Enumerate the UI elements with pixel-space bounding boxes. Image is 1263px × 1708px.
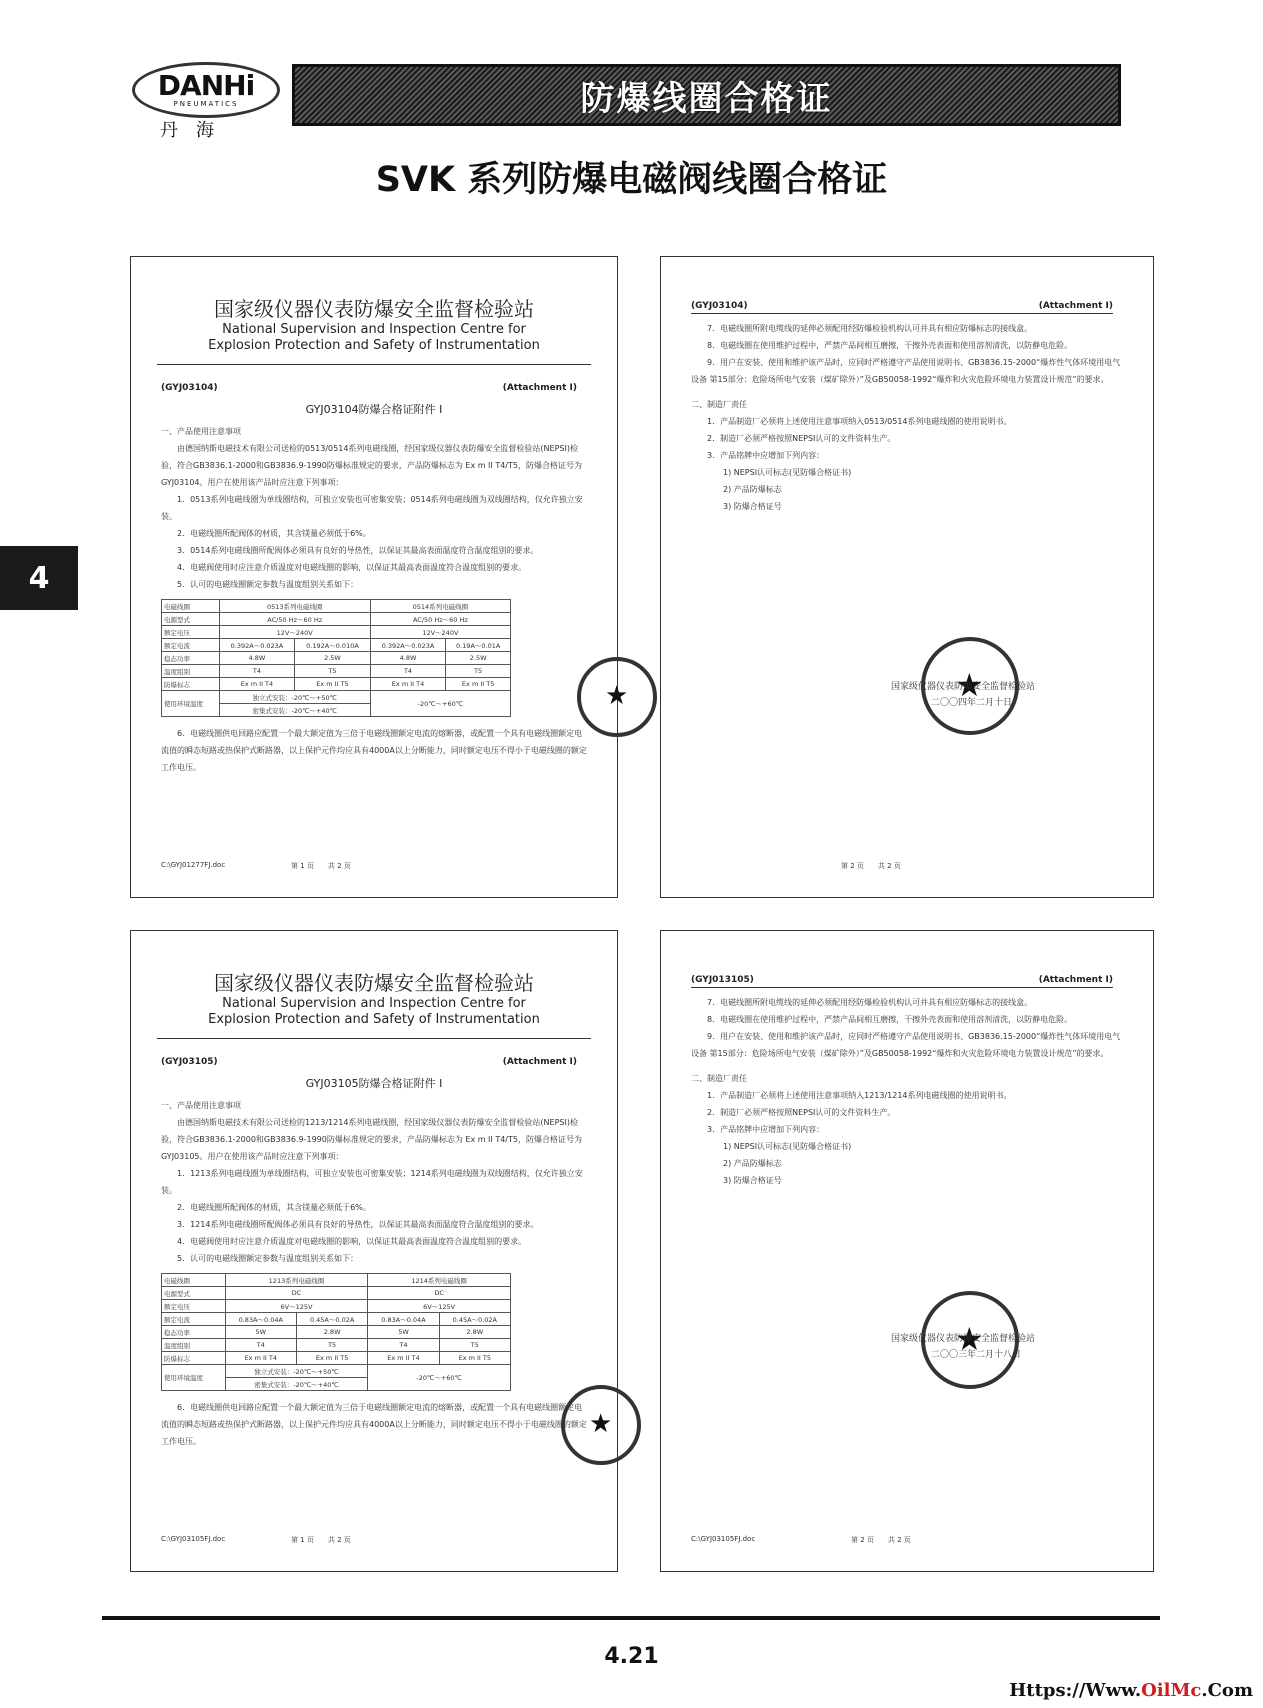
table-cell: 2.8W [439,1326,510,1339]
table-cell: T4 [225,1339,296,1352]
section-heading: 一、产品使用注意事项 [161,427,241,436]
table-cell: T5 [295,665,371,678]
table-row [162,639,511,652]
issue-date: 二〇〇三年二月十八日 [931,1350,1022,1360]
mfr-item: 1．产品制造厂必须将上述使用注意事项纳入0513/0514系列电磁线圈的使用说明书。 [707,417,1012,426]
table-cell: 2.5W [295,652,371,665]
notice-item: 6．电磁线圈供电回路应配置一个最大额定值为三倍于电磁线圈额定电流的熔断器，或配置一个具有电磁线圈额定电流值的瞬态短路或热保护式断路器，以上保护元件均应具有4000A以上分断能力，同时额定电压不得小于电磁线圈的额定工作电压。 [161,729,587,772]
table-cell: 0.19A～0.01A [446,639,511,652]
attachment-title: GYJ03105防爆合格证附件 I [305,1077,443,1090]
mfr-item: 1．产品制造厂必须将上述使用注意事项纳入1213/1214系列电磁线圈的使用说明书。 [707,1091,1012,1100]
cert-ref: (GYJ03105) [161,1057,218,1067]
table-cell: 额定电压 [162,1300,226,1313]
table-cell: 6V～125V [225,1300,368,1313]
table-cell: 防爆标志 [162,678,220,691]
section-banner [292,64,1121,126]
reference-row [691,975,1113,988]
footer-page: 第 1 页 共 2 页 [291,862,351,870]
seal-stamp [561,1385,641,1465]
table-row [162,1300,511,1313]
banner-title: 防爆线圈合格证 [580,78,833,119]
notice-item: 5．认可的电磁线圈额定参数与温度组别关系如下： [177,580,359,589]
table-cell: 独立式安装：-20℃～+50℃ [219,691,370,704]
cert-body [161,1097,587,1267]
footer-file: C:\GYJ01277FJ.doc [161,861,226,869]
table-cell: 6V～125V [368,1300,511,1313]
footer-page: 第 1 页 共 2 页 [291,1536,351,1544]
table-cell: -20℃～+60℃ [370,691,510,717]
cert-body-continued [161,1399,587,1450]
table-cell: 0.392A～0.023A [219,639,295,652]
section-heading: 一、产品使用注意事项 [161,1101,241,1110]
table-row [162,1313,511,1326]
cert-header-cn: 国家级仪器仪表防爆安全监督检验站 [214,297,534,321]
notice-item: 3．0514系列电磁线圈所配阀体必须具有良好的导热性，以保证其最高表面温度符合温度组别的要求。 [177,546,539,555]
divider [157,364,591,365]
seal-stamp [577,657,657,737]
watermark-suffix: .Com [1201,1680,1253,1701]
table-cell: T4 [219,665,295,678]
table-cell: 防爆标志 [162,1352,226,1365]
table-cell: Ex m II T4 [219,678,295,691]
notice-item: 7．电磁线圈所附电缆线的延伸必须配用经防爆检验机构认可并具有相应防爆标志的接线盒。 [707,998,1033,1007]
table-cell: 1214系列电磁线圈 [368,1274,511,1287]
table-cell: 12V～240V [219,626,370,639]
attachment-label: (Attachment I) [502,1057,577,1067]
page-footer [161,861,587,871]
page-footer [161,1535,587,1545]
table-cell: Ex m II T4 [225,1352,296,1365]
table-cell: 0513系列电磁线圈 [219,600,370,613]
table-cell: 温度组别 [162,1339,226,1352]
notice-item: 9．用户在安装、使用和维护该产品时，应同时严格遵守产品使用说明书、GB3836.15-2000“爆炸性气体环境用电气设备 第15部分：危险场所电气安装（煤矿除外）”及GB50058-1992“爆炸和火灾危险环境电力装置设计规范”的要求。 [691,358,1121,384]
mfr-subitem: 1) NEPSI认可标志(见防爆合格证书) [723,1142,852,1151]
table-cell: 0.45A～0.02A [296,1313,367,1326]
mfr-item: 2．制造厂必须严格按照NEPSI认可的文件资料生产。 [707,1108,896,1117]
table-cell: Ex m II T5 [446,678,511,691]
notice-item: 2．电磁线圈所配阀体的材质，其含镁量必须低于6%。 [177,529,371,538]
table-row [162,652,511,665]
table-cell: 2.8W [296,1326,367,1339]
table-cell: 电源型式 [162,613,220,626]
cert-body [161,423,587,593]
table-cell: Ex m II T5 [296,1352,367,1365]
table-cell: DC [368,1287,511,1300]
notice-item: 6．电磁线圈供电回路应配置一个最大额定值为三倍于电磁线圈额定电流的熔断器，或配置一个具有电磁线圈额定电流值的瞬态短路或热保护式断路器，以上保护元件均应具有4000A以上分断能力，同时额定电压不得小于电磁线圈的额定工作电压。 [161,1403,587,1446]
cert-body [691,320,1123,515]
notice-item: 1．0513系列电磁线圈为单线圈结构，可独立安装也可密集安装；0514系列电磁线圈为双线圈结构，仅允许独立安装。 [161,495,583,521]
notice-item: 8．电磁线圈在使用维护过程中，严禁产品间相互磨擦，干擦外壳表面和使用溶剂清洗，以防静电危险。 [707,1015,1073,1024]
mfr-item: 3．产品铭牌中应增加下列内容： [707,1125,825,1134]
mfr-subitem: 1) NEPSI认可标志(见防爆合格证书) [723,468,852,477]
cert-body-continued [161,725,587,776]
reference-row [691,301,1113,314]
table-cell: 独立式安装：-20℃～+50℃ [225,1365,368,1378]
mfr-subitem: 3) 防爆合格证号 [723,502,782,511]
table-cell: 2.5W [446,652,511,665]
logo-wordmark: DANHi [157,69,255,102]
table-cell: AC/50 Hz～60 Hz [219,613,370,626]
table-cell: Ex m II T4 [368,1352,439,1365]
table-cell: 电磁线圈 [162,1274,226,1287]
table-cell: T5 [446,665,511,678]
section-heading: 二、制造厂责任 [691,400,747,409]
notice-item: 4．电磁阀使用时应注意介质温度对电磁线圈的影响，以保证其最高表面温度符合温度组别的要求。 [177,1237,527,1246]
table-cell: 0514系列电磁线圈 [370,600,510,613]
logo-subtext: PNEUMATICS [173,100,239,108]
table-cell: 4.8W [219,652,295,665]
certificate-page-2 [660,256,1154,898]
table-cell: 0.392A～0.023A [370,639,446,652]
intro-paragraph: 由德国纳斯电磁技术有限公司送检的0513/0514系列电磁线圈，经国家级仪器仪表防爆安全监督检验站(NEPSI)检验，符合GB3836.1-2000和GB3836.9-1990防爆标准规定的要求，产品防爆标志为 Ex m II T4/T5，防爆合格证号为GYJ03104。用户在使用该产品时应注意下列事项： [161,444,582,487]
coil-parameter-table [161,1273,511,1391]
table-row [162,1326,511,1339]
table-cell: 温度组别 [162,665,220,678]
table-cell: 额定电压 [162,626,220,639]
notice-item: 2．电磁线圈所配阀体的材质，其含镁量必须低于6%。 [177,1203,371,1212]
issue-date: 二〇〇四年二月十日 [931,698,1013,708]
issuer-name: 国家级仪器仪表防爆安全监督检验站 [891,682,1036,692]
table-cell: 5W [368,1326,439,1339]
mfr-item: 3．产品铭牌中应增加下列内容： [707,451,825,460]
logo-chinese-name: 丹海 [160,120,232,141]
notice-item: 7．电磁线圈所附电缆线的延伸必须配用经防爆检验机构认可并具有相应防爆标志的接线盒。 [707,324,1033,333]
footer-page: 第 2 页 共 2 页 [851,1536,911,1544]
notice-item: 8．电磁线圈在使用维护过程中，严禁产品间相互磨擦，干擦外壳表面和使用溶剂清洗，以防静电危险。 [707,341,1073,350]
table-cell: 使用环境温度 [162,691,220,717]
table-cell: -20℃～+60℃ [368,1365,511,1391]
cert-header-cn: 国家级仪器仪表防爆安全监督检验站 [214,971,534,995]
cert-ref: (GYJ03104) [691,301,748,311]
table-cell: 0.83A～0.04A [368,1313,439,1326]
notice-item: 5．认可的电磁线圈额定参数与温度组别关系如下： [177,1254,359,1263]
star-icon: ★ [605,681,629,711]
table-cell: 稳态功率 [162,1326,226,1339]
table-cell: AC/50 Hz～60 Hz [370,613,510,626]
table-cell: 密集式安装：-20℃～+40℃ [225,1378,368,1391]
mfr-subitem: 3) 防爆合格证号 [723,1176,782,1185]
coil-parameter-table [161,599,511,717]
table-cell: 0.192A～0.010A [295,639,371,652]
watermark-brand: OilMc [1141,1680,1202,1701]
watermark [1009,1680,1253,1701]
table-row [162,613,511,626]
table-cell: 密集式安装：-20℃～+40℃ [219,704,370,717]
table-cell: T4 [370,665,446,678]
certificate-page-3 [130,930,618,1572]
table-cell: Ex m II T5 [439,1352,510,1365]
table-row [162,626,511,639]
certificate-page-1 [130,256,629,898]
page-footer [691,1535,1123,1545]
chapter-tab: 4 [0,546,78,610]
star-icon: ★ [589,1409,613,1439]
notice-item: 3．1214系列电磁线圈所配阀体必须具有良好的导热性，以保证其最高表面温度符合温度组别的要求。 [177,1220,539,1229]
table-row [162,678,511,691]
table-cell: 使用环境温度 [162,1365,226,1391]
table-cell: 稳态功率 [162,652,220,665]
attachment-title: GYJ03104防爆合格证附件 I [305,403,443,416]
divider [157,1038,591,1039]
issuer-block [891,679,1035,711]
mfr-subitem: 2) 产品防爆标志 [723,485,782,494]
table-cell: Ex m II T4 [370,678,446,691]
table-row [162,1365,511,1378]
attachment-label: (Attachment I) [1038,301,1113,311]
attachment-label: (Attachment I) [502,383,577,393]
table-cell: 12V～240V [370,626,510,639]
cert-ref: (GYJ03104) [161,383,218,393]
notice-item: 1．1213系列电磁线圈为单线圈结构，可独立安装也可密集安装；1214系列电磁线圈为双线圈结构，仅允许独立安装。 [161,1169,583,1195]
table-cell: DC [225,1287,368,1300]
page-number: 4.21 [604,1644,659,1669]
mfr-subitem: 2) 产品防爆标志 [723,1159,782,1168]
cert-body [691,994,1123,1189]
table-row [162,1287,511,1300]
cert-header-en-2: Explosion Protection and Safety of Instrumentation [208,1012,540,1027]
issuer-name: 国家级仪器仪表防爆安全监督检验站 [891,1334,1036,1344]
certificate-page-4 [660,930,1154,1572]
table-row [162,1339,511,1352]
table-cell: Ex m II T5 [295,678,371,691]
table-cell: 电源型式 [162,1287,226,1300]
notice-item: 4．电磁阀使用时应注意介质温度对电磁线圈的影响，以保证其最高表面温度符合温度组别的要求。 [177,563,527,572]
table-cell: 额定电流 [162,1313,226,1326]
cert-header-en-1: National Supervision and Inspection Centre for [222,322,526,337]
cert-header-en-2: Explosion Protection and Safety of Instrumentation [208,338,540,353]
table-cell: 5W [225,1326,296,1339]
table-cell: 电磁线圈 [162,600,220,613]
footer-file: C:\GYJ03105FJ.doc [161,1535,226,1543]
page-footer [691,861,1123,871]
footer-page: 第 2 页 共 2 页 [841,862,901,870]
table-row [162,1274,511,1287]
table-cell: T5 [439,1339,510,1352]
footer-file: C:\GYJ03105FJ.doc [691,1535,756,1543]
reference-row [161,1057,577,1067]
issuer-block [891,1331,1035,1363]
table-row [162,691,511,704]
table-cell: T4 [368,1339,439,1352]
cert-ref: (GYJ013105) [691,975,754,985]
notice-item: 9．用户在安装、使用和维护该产品时，应同时严格遵守产品使用说明书、GB3836.15-2000“爆炸性气体环境用电气设备 第15部分：危险场所电气安装（煤矿除外）”及GB50058-1992“爆炸和火灾危险环境电力装置设计规范”的要求。 [691,1032,1121,1058]
table-row [162,600,511,613]
table-cell: 0.45A～0.02A [439,1313,510,1326]
star-icon: ★ [955,666,984,704]
table-cell: T5 [296,1339,367,1352]
reference-row [161,383,577,393]
cert-header-en-1: National Supervision and Inspection Centre for [222,996,526,1011]
intro-paragraph: 由德国纳斯电磁技术有限公司送检的1213/1214系列电磁线圈，经国家级仪器仪表防爆安全监督检验站(NEPSI)检验，符合GB3836.1-2000和GB3836.9-1990防爆标准规定的要求，产品防爆标志为 Ex m II T4/T5，防爆合格证号为GYJ03105。用户在使用该产品时应注意下列事项： [161,1118,582,1161]
table-row [162,1352,511,1365]
mfr-item: 2．制造厂必须严格按照NEPSI认可的文件资料生产。 [707,434,896,443]
watermark-prefix: Https://Www. [1009,1680,1142,1701]
page-title: SVK 系列防爆电磁阀线圈合格证 [375,160,888,200]
table-cell: 额定电流 [162,639,220,652]
star-icon: ★ [955,1320,984,1358]
table-row [162,665,511,678]
table-cell: 4.8W [370,652,446,665]
table-cell: 1213系列电磁线圈 [225,1274,368,1287]
danhi-logo [132,62,280,118]
table-cell: 0.83A～0.04A [225,1313,296,1326]
attachment-label: (Attachment I) [1038,975,1113,985]
footer-rule [102,1616,1160,1620]
section-heading: 二、制造厂责任 [691,1074,747,1083]
